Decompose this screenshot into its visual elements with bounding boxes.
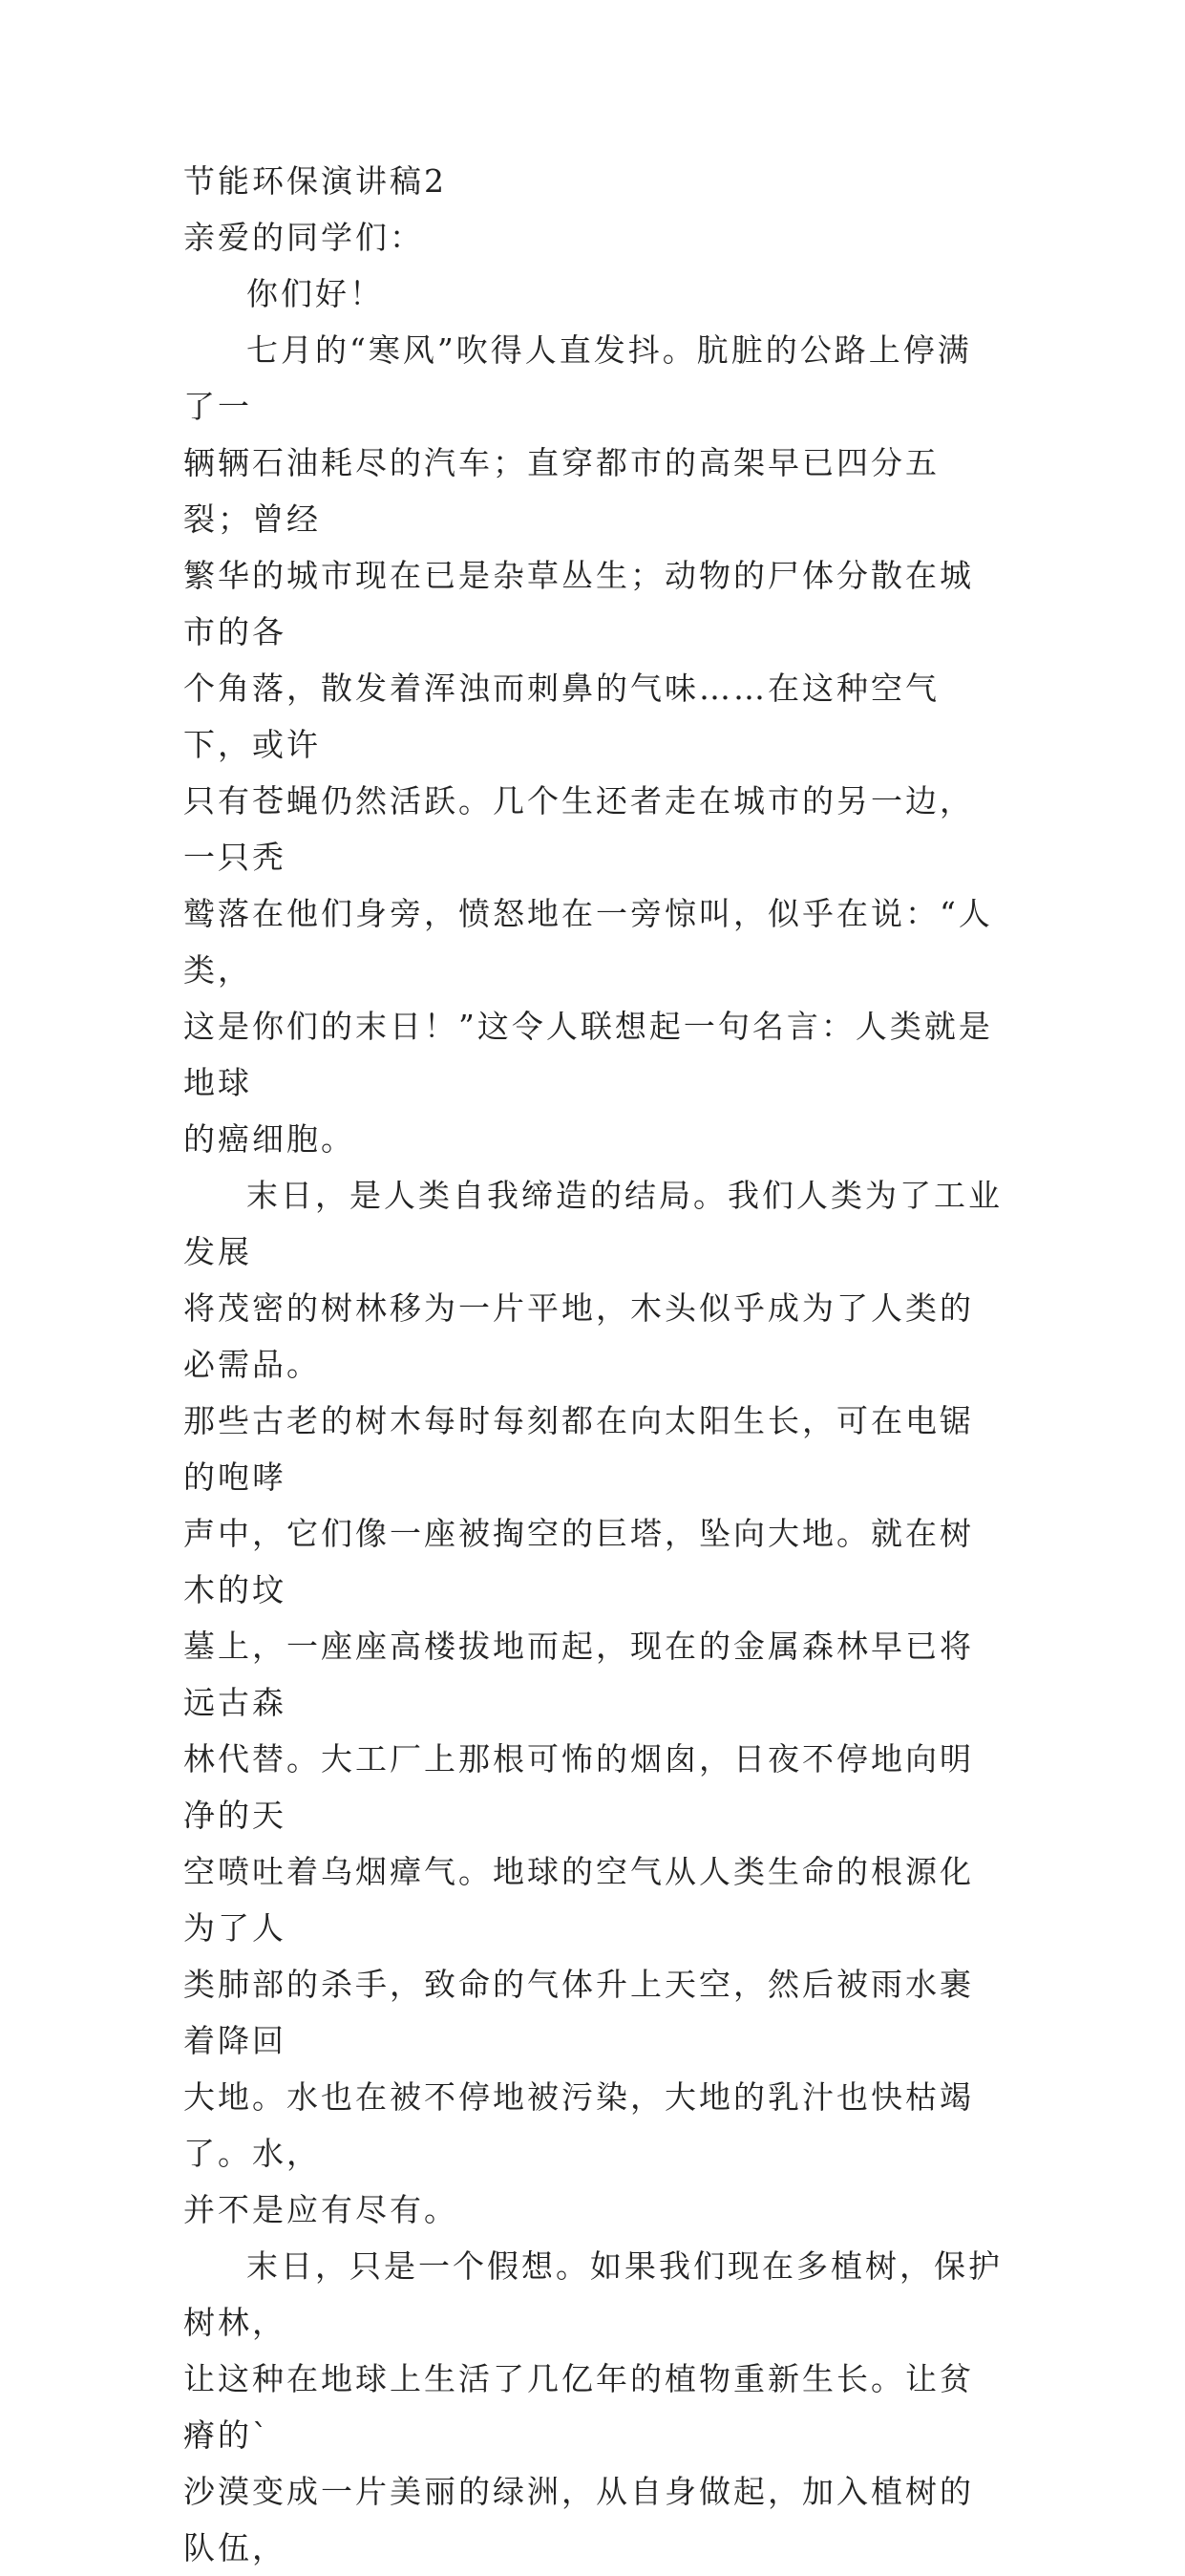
paragraph-1: 七月的“寒风”吹得人直发抖。肮脏的公路上停满了一 辆辆石油耗尽的汽车；直穿都市的高架早已四分五裂；曾经 繁华的城市现在已是杂草丛生；动物的尸体分散在城市的各 个角落，散发着浑浊而刺鼻的气味……在这种空气下，或许 只有苍蝇仍然活跃。几个生还者走在城市的另一边，一只秃 鹫落在他们身旁，愤怒地在一旁惊叫，似乎在说：“人类， 这是你们的末日！”这令人联想起一句名言：人类就是地球 的癌细胞。: [183, 331, 993, 1158]
paragraph-3: 末日，只是一个假想。如果我们现在多植树，保护树林， 让这种在地球上生活了几亿年的植物重新生长。让贫瘠的` 沙漠变成一片美丽的绿洲，从自身做起，加入植树的队伍，: [183, 2247, 1003, 2566]
salutation: 亲爱的同学们：: [183, 219, 424, 256]
greeting: 你们好！: [246, 275, 384, 312]
document-title: 节能环保演讲稿2: [183, 162, 447, 200]
paragraph-2: 末日，是人类自我缔造的结局。我们人类为了工业发展 将茂密的树林移为一片平地，木头似乎成为了人类的必需品。 那些古老的树木每时每刻都在向太阳生长，可在电锯的咆哮 声中，它们像一座被掏空的巨塔，坠向大地。就在树木的坟 墓上，一座座高楼拔地而起，现在的金属森林早已将远古森 林代替。大工厂上那根可怖的烟囱，日夜不停地向明净的天 空喷吐着乌烟瘴气。地球的空气从人类生命的根源化为了人 类肺部的杀手，致命的气体升上天空，然后被雨水裹着降回 大地。水也在被不停地被污染，大地的乳汁也快枯竭了。水， 并不是应有尽有。: [183, 1177, 1003, 2228]
document-body: [183, 153, 1005, 2576]
